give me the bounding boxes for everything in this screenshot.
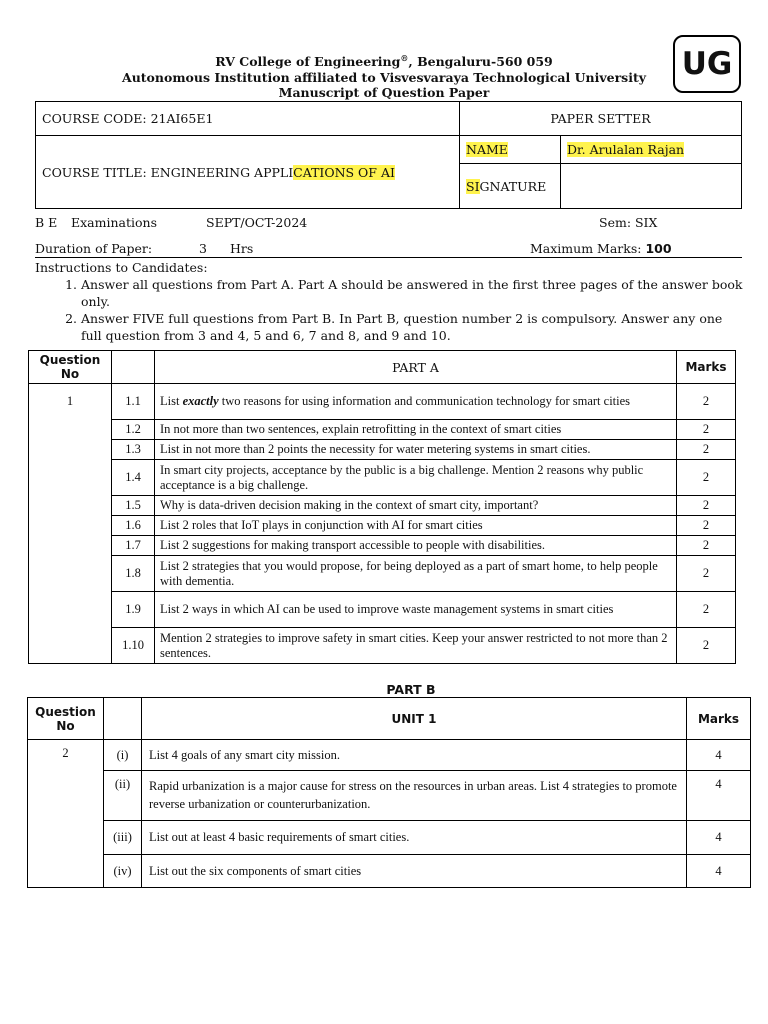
question-text-body: two reasons for using information and communication technology for smart cities (218, 394, 631, 408)
instruction-item: 1. Answer all questions from Part A. Part A should be answered in the first three pages of the answer book only. (81, 276, 745, 310)
sub-number: 1.1 (112, 384, 155, 420)
table-row (29, 440, 736, 460)
col-marks: Marks (687, 698, 751, 740)
marks: 2 (677, 536, 736, 556)
max-marks-value: 100 (645, 241, 672, 256)
table-row (29, 536, 736, 556)
course-title-text: COURSE TITLE: ENGINEERING APPLI (42, 164, 294, 180)
ug-badge: UG (673, 35, 741, 93)
semester: Sem: SIX (599, 215, 658, 230)
course-title (36, 136, 460, 209)
signature-value-cell (561, 164, 742, 209)
question-text: Rapid urbanization is a major cause for stress on the resources in urban areas. List 4 strategies to promote reverse urbanization or counterurbanization. (142, 771, 687, 821)
sub-number: 1.4 (112, 460, 155, 496)
marks: 2 (677, 440, 736, 460)
name-label: NAME (466, 142, 508, 157)
sub-number: (iv) (104, 855, 142, 888)
col-sub (104, 698, 142, 740)
signature-label-rest: GNATURE (479, 178, 547, 194)
exam-session: SEPT/OCT-2024 (206, 215, 308, 230)
col-question-no: Question No (29, 351, 112, 384)
college-name (0, 53, 768, 69)
col-question-no: Question No (28, 698, 104, 740)
marks: 2 (677, 384, 736, 420)
marks: 2 (677, 592, 736, 628)
question-text: List 2 strategies that you would propose, for being deployed as a part of smart home, to help people with dementia. (155, 556, 677, 592)
table-row (29, 592, 736, 628)
table-row (29, 496, 736, 516)
sub-number: 1.10 (112, 628, 155, 664)
question-number: 1 (29, 384, 112, 664)
marks: 2 (677, 628, 736, 664)
col-part-a: PART A (155, 351, 677, 384)
table-row (29, 628, 736, 664)
question-text: Mention 2 strategies to improve safety in smart cities. Keep your answer restricted to not more than 2 sentences. (155, 628, 677, 664)
question-text: List 2 suggestions for making transport accessible to people with disabilities. (155, 536, 677, 556)
sub-number: 1.3 (112, 440, 155, 460)
col-marks: Marks (677, 351, 736, 384)
table-row (28, 771, 751, 821)
divider (35, 257, 742, 258)
sub-number: (i) (104, 740, 142, 771)
question-text: List 4 goals of any smart city mission. (142, 740, 687, 771)
table-row (29, 556, 736, 592)
table-row (29, 384, 736, 420)
question-number: 2 (28, 740, 104, 888)
unit-heading: UNIT 1 (142, 698, 687, 740)
sub-number: 1.2 (112, 420, 155, 440)
sub-number: 1.5 (112, 496, 155, 516)
instructions-heading: Instructions to Candidates: (35, 260, 208, 275)
degree-label: B E (35, 215, 58, 230)
signature-label-cell (460, 164, 561, 209)
col-sub (112, 351, 155, 384)
question-emphasis: exactly (182, 394, 219, 408)
marks: 4 (687, 855, 751, 888)
college-title: RV College of Engineering (215, 54, 401, 70)
question-text: List 2 ways in which AI can be used to improve waste management systems in smart cities (155, 592, 677, 628)
question-text: List in not more than 2 points the necessity for water metering systems in smart cities. (155, 440, 677, 460)
question-text: List out the six components of smart cities (142, 855, 687, 888)
marks: 2 (677, 516, 736, 536)
part-b-table (27, 697, 751, 888)
course-code: COURSE CODE: 21AI65E1 (36, 102, 460, 136)
question-text: List 2 roles that IoT plays in conjunction with AI for smart cities (155, 516, 677, 536)
question-text: List out at least 4 basic requirements of smart cities. (142, 821, 687, 855)
duration-unit: Hrs (230, 241, 254, 256)
course-title-highlight: CATIONS OF AI (293, 164, 395, 180)
document-type: Manuscript of Question Paper (278, 85, 490, 100)
question-text: In smart city projects, acceptance by the public is a big challenge. Mention 2 reasons why public acceptance is a big challenge. (155, 460, 677, 496)
paper-setter-heading: PAPER SETTER (460, 102, 742, 136)
marks: 4 (687, 821, 751, 855)
examinations-label: Examinations (71, 215, 157, 230)
table-row (29, 460, 736, 496)
part-a-table (28, 350, 736, 664)
part-b-title: PART B (386, 682, 436, 697)
max-marks (530, 241, 672, 256)
marks: 4 (687, 771, 751, 821)
marks: 2 (677, 496, 736, 516)
duration-value: 3 (199, 241, 207, 256)
table-row (28, 740, 751, 771)
max-marks-label: Maximum Marks: (530, 241, 642, 256)
duration-label: Duration of Paper: (35, 241, 153, 256)
sub-number: (iii) (104, 821, 142, 855)
signature-label-highlight: SI (466, 178, 480, 194)
marks: 2 (677, 460, 736, 496)
question-text (155, 384, 677, 420)
sub-number: (ii) (104, 771, 142, 821)
table-row (28, 855, 751, 888)
marks: 4 (687, 740, 751, 771)
instruction-item: 2. Answer FIVE full questions from Part B. In Part B, question number 2 is compulsory. Answer any one full question from 3 and 4, 5 and 6, 7 and 8, and 9 and 10. (81, 310, 745, 344)
instructions-list (35, 276, 745, 344)
table-row (29, 516, 736, 536)
course-info-table (35, 101, 742, 209)
sub-number: 1.9 (112, 592, 155, 628)
marks: 2 (677, 420, 736, 440)
name-value-cell (561, 136, 742, 164)
marks: 2 (677, 556, 736, 592)
affiliation-line: Autonomous Institution affiliated to Visvesvaraya Technological University (122, 70, 646, 85)
question-text: Why is data-driven decision making in the context of smart city, important? (155, 496, 677, 516)
name-value: Dr. Arulalan Rajan (567, 142, 685, 157)
registered-mark: ® (400, 53, 409, 63)
table-row (29, 420, 736, 440)
sub-number: 1.6 (112, 516, 155, 536)
question-text-pre: List (160, 394, 183, 408)
sub-number: 1.7 (112, 536, 155, 556)
table-row (28, 821, 751, 855)
question-text: In not more than two sentences, explain retrofitting in the context of smart cities (155, 420, 677, 440)
college-city: , Bengaluru-560 059 (408, 54, 553, 70)
sub-number: 1.8 (112, 556, 155, 592)
name-label-cell (460, 136, 561, 164)
instructions (35, 259, 745, 344)
